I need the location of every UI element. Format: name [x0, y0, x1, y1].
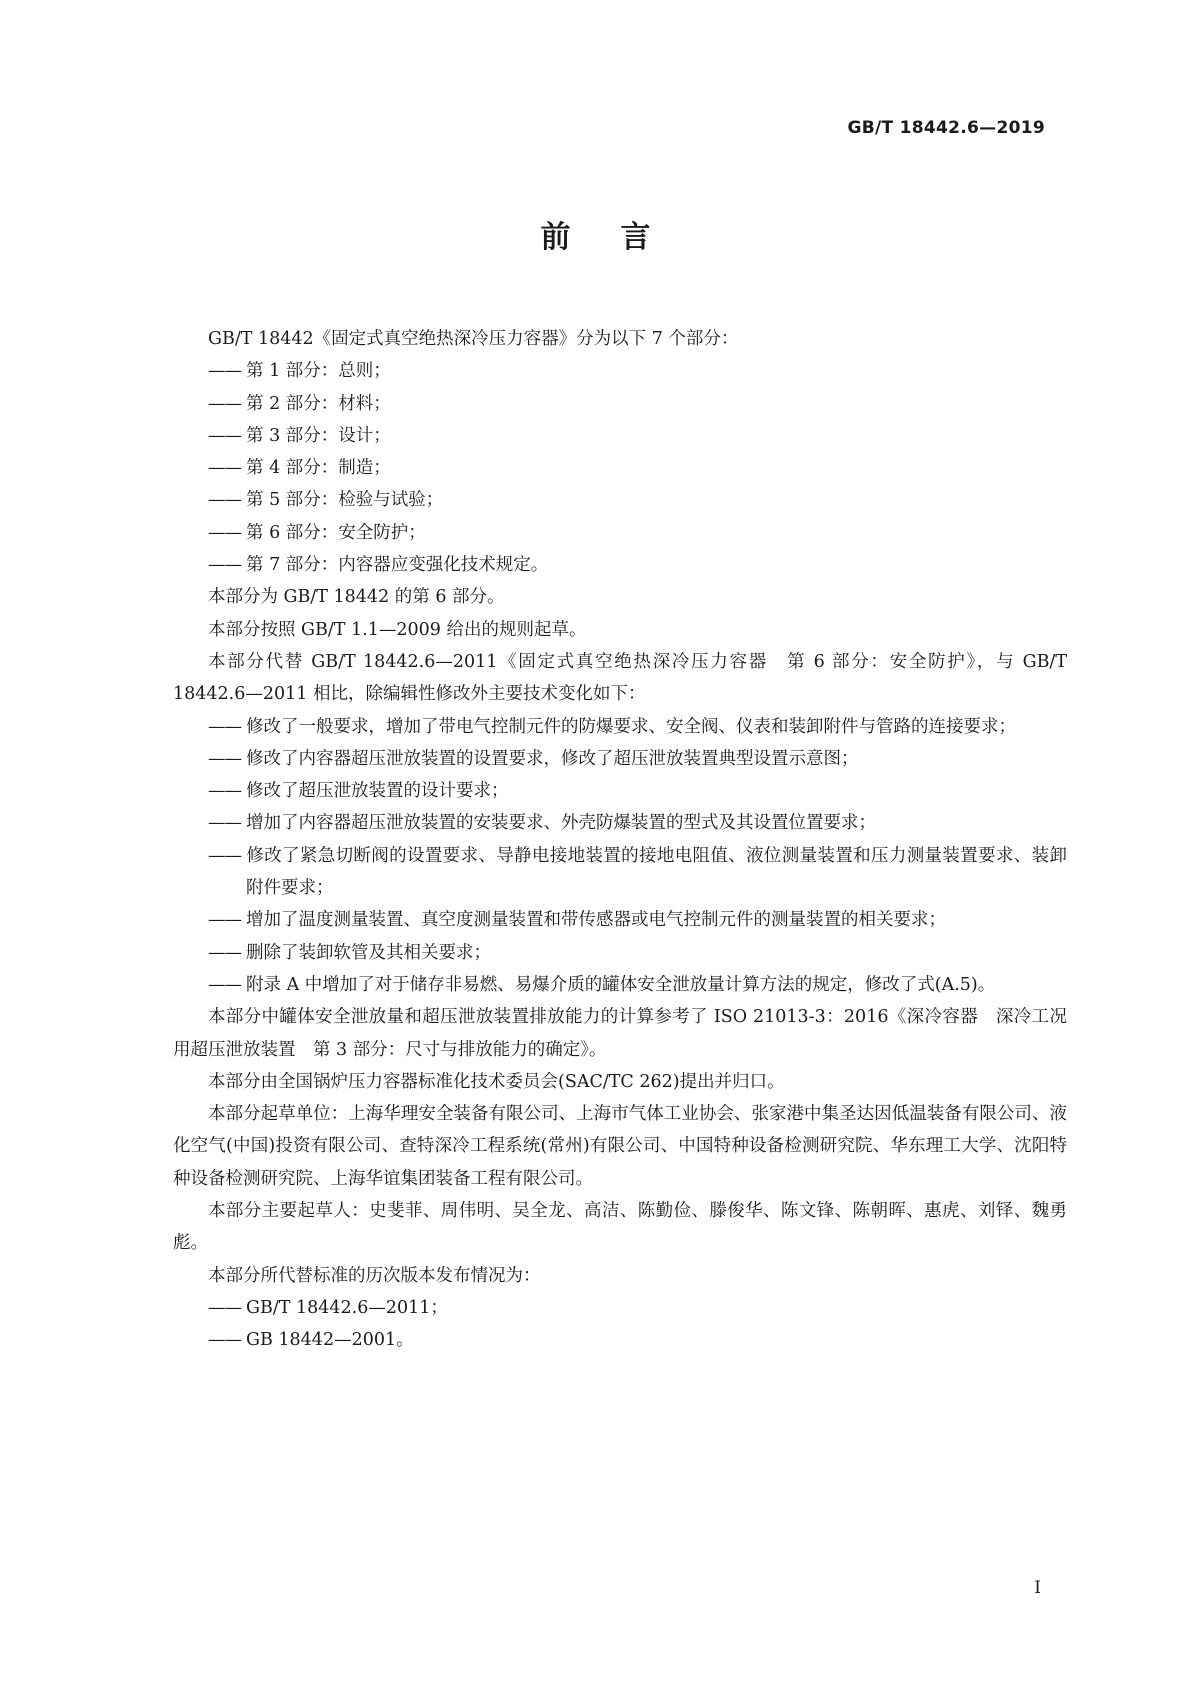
foreword-body — [173, 323, 1067, 1357]
change-text: 修改了内容器超压泄放装置的设置要求，修改了超压泄放装置典型设置示意图； — [246, 748, 859, 769]
part-list-item — [173, 420, 1067, 452]
dash-marker: —— — [208, 555, 241, 576]
page-number: I — [1034, 1578, 1041, 1598]
history-list-item — [173, 1324, 1067, 1356]
part-text: 第 5 部分：检验与试验； — [246, 490, 444, 511]
dash-marker: —— — [208, 1297, 241, 1318]
part-list-item — [173, 355, 1067, 387]
change-list-item — [173, 807, 1067, 839]
change-text: 修改了紧急切断阀的设置要求、导静电接地装置的接地电阻值、液位测量装置和压力测量装置要求、装卸附件要求； — [246, 845, 1067, 899]
change-list-item — [173, 711, 1067, 743]
part-list-item — [173, 549, 1067, 581]
change-text: 增加了内容器超压泄放装置的安装要求、外壳防爆装置的型式及其设置位置要求； — [246, 813, 876, 834]
dash-marker: —— — [208, 522, 241, 543]
part-list-item — [173, 452, 1067, 484]
dash-marker: —— — [208, 393, 241, 414]
history-text: GB/T 18442.6—2011； — [246, 1297, 448, 1318]
dash-marker: —— — [208, 781, 241, 802]
change-list-item — [173, 743, 1067, 775]
dash-marker: —— — [208, 813, 241, 834]
part-text: 第 3 部分：设计； — [246, 425, 391, 446]
part-text: 第 4 部分：制造； — [246, 458, 391, 479]
change-list-item — [173, 937, 1067, 969]
dash-marker: —— — [208, 845, 241, 866]
part-list-item — [173, 517, 1067, 549]
part-text: 第 7 部分：内容器应变强化技术规定。 — [246, 555, 549, 576]
dash-marker: —— — [208, 490, 241, 511]
history-list-item — [173, 1292, 1067, 1324]
change-list-item — [173, 904, 1067, 936]
change-text: 增加了温度测量装置、真空度测量装置和带传感器或电气控制元件的测量装置的相关要求； — [246, 910, 946, 931]
part-text: 第 1 部分：总则； — [246, 361, 391, 382]
standard-code: GB/T 18442.6—2019 — [847, 118, 1045, 138]
change-list-item — [173, 840, 1067, 905]
history-intro-paragraph: 本部分所代替标准的历次版本发布情况为： — [208, 1265, 541, 1286]
dash-marker: —— — [208, 1330, 241, 1351]
change-list-item — [173, 969, 1067, 1001]
part-text: 第 6 部分：安全防护； — [246, 522, 426, 543]
dash-marker: —— — [208, 425, 241, 446]
main-drafters-paragraph: 本部分主要起草人：史斐菲、周伟明、吴全龙、高洁、陈勤俭、滕俊华、陈文锋、陈朝晖、惠虎、刘铎、魏勇彪。 — [173, 1201, 1067, 1254]
dash-marker: —— — [208, 974, 241, 995]
drafting-units-paragraph: 本部分起草单位：上海华理安全装备有限公司、上海市气体工业协会、张家港中集圣达因低温装备有限公司、液化空气(中国)投资有限公司、查特深冷工程系统(常州)有限公司、中国特种设备检测研究院、华东理工大学、沈阳特种设备检测研究院、上海华谊集团装备工程有限公司。 — [173, 1104, 1067, 1189]
history-text: GB 18442—2001。 — [246, 1330, 414, 1351]
dash-marker: —— — [208, 716, 241, 737]
part-list-item — [173, 484, 1067, 516]
change-text: 附录 A 中增加了对于储存非易燃、易爆介质的罐体安全泄放量计算方法的规定，修改了式(A.5)。 — [246, 974, 996, 995]
part-list-item — [173, 388, 1067, 420]
change-text: 修改了一般要求，增加了带电气控制元件的防爆要求、安全阀、仪表和装卸附件与管路的连接要求； — [246, 716, 1016, 737]
page-title: 前言 — [540, 220, 701, 255]
part-of-paragraph: 本部分为 GB/T 18442 的第 6 部分。 — [208, 587, 505, 608]
change-list-item — [173, 775, 1067, 807]
reference-paragraph: 本部分中罐体安全泄放量和超压泄放装置排放能力的计算参考了 ISO 21013-3：2016《深冷容器 深冷工况用超压泄放装置 第 3 部分：尺寸与排放能力的确定》。 — [173, 1007, 1067, 1060]
intro-paragraph: GB/T 18442《固定式真空绝热深冷压力容器》分为以下 7 个部分： — [208, 329, 739, 349]
dash-marker: —— — [208, 458, 241, 479]
part-text: 第 2 部分：材料； — [246, 393, 391, 414]
dash-marker: —— — [208, 910, 241, 931]
change-text: 修改了超压泄放装置的设计要求； — [246, 781, 509, 802]
change-text: 删除了装卸软管及其相关要求； — [246, 942, 491, 963]
drafting-rules-paragraph: 本部分按照 GB/T 1.1—2009 给出的规则起草。 — [208, 619, 587, 640]
dash-marker: —— — [208, 748, 241, 769]
dash-marker: —— — [208, 361, 241, 382]
dash-marker: —— — [208, 942, 241, 963]
proposed-by-paragraph: 本部分由全国锅炉压力容器标准化技术委员会(SAC/TC 262)提出并归口。 — [208, 1071, 785, 1092]
replaces-paragraph: 本部分代替 GB/T 18442.6—2011《固定式真空绝热深冷压力容器 第 6 部分：安全防护》，与 GB/T 18442.6—2011 相比，除编辑性修改外主要技术变化如下： — [173, 651, 1067, 705]
